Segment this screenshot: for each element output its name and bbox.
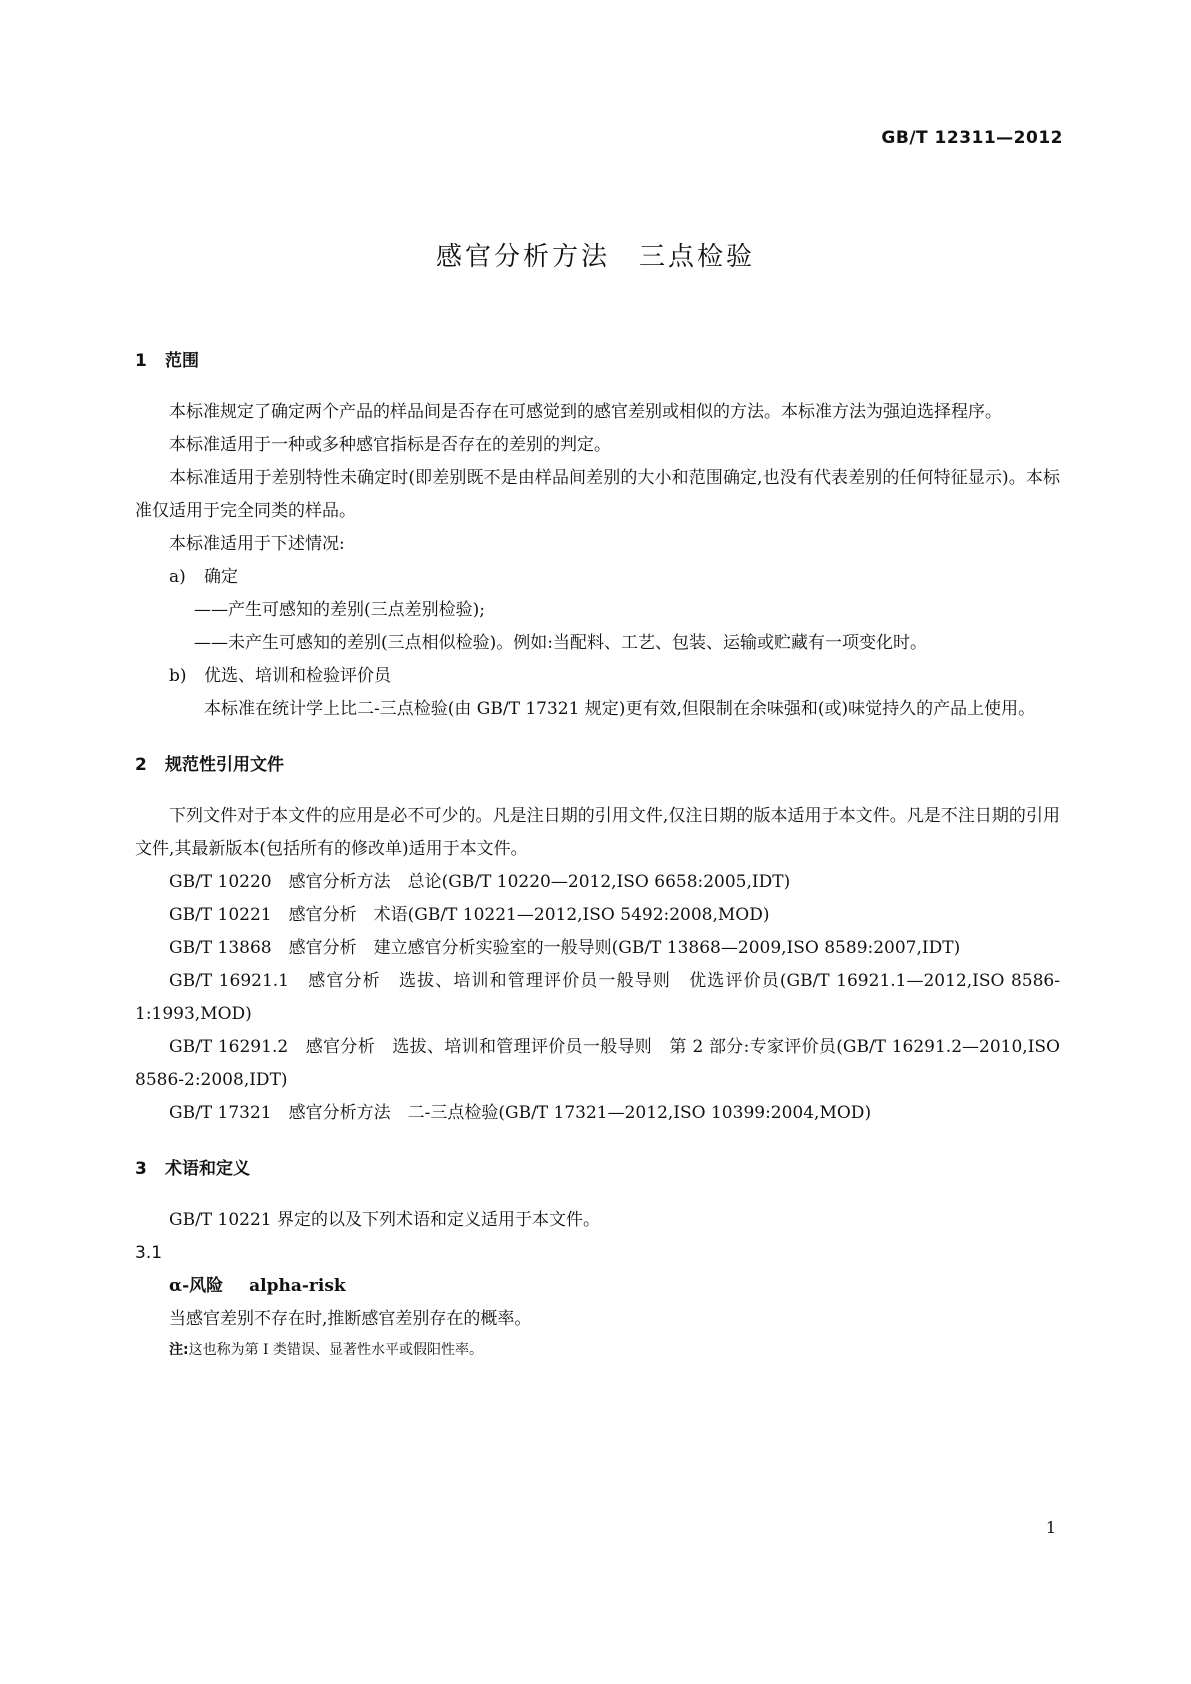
clause-number: 3.1 <box>135 1243 163 1263</box>
list-item-b <box>135 660 1060 693</box>
note-text: 这也称为第 Ⅰ 类错误、显著性水平或假阳性率。 <box>188 1342 484 1358</box>
paragraph: 本标准规定了确定两个产品的样品间是否存在可感觉到的感官差别或相似的方法。本标准方法为强迫选择程序。 <box>169 402 1002 422</box>
section-3-heading <box>135 1154 1060 1184</box>
section-number: 1 <box>135 351 147 371</box>
list-marker: a) <box>169 567 186 587</box>
dash-item: ——未产生可感知的差别(三点相似检验)。例如:当配料、工艺、包装、运输或贮藏有一项变化时。 <box>194 633 927 653</box>
dash-item: ——产生可感知的差别(三点差别检验); <box>194 600 485 620</box>
section-number: 3 <box>135 1159 147 1179</box>
document-title: 感官分析方法 三点检验 <box>435 242 755 272</box>
note-label: 注: <box>169 1342 189 1358</box>
paragraph: 本标准适用于下述情况: <box>169 534 345 554</box>
paragraph: 本标准适用于差别特性未确定时(即差别既不是由样品间差别的大小和范围确定,也没有代表差别的任何特征显示)。本标准仅适用于完全同类的样品。 <box>135 468 1060 521</box>
list-item-a <box>135 561 1060 594</box>
reference-entry: GB/T 16291.2 感官分析 选拔、培训和管理评价员一般导则 第 2 部分:专家评价员(GB/T 16291.2—2010,ISO 8586-2:2008,IDT) <box>135 1037 1060 1090</box>
note <box>135 1336 1060 1364</box>
section-title: 术语和定义 <box>165 1159 250 1179</box>
section-title: 范围 <box>165 351 199 371</box>
reference-entry: GB/T 16921.1 感官分析 选拔、培训和管理评价员一般导则 优选评价员(GB/T 16921.1—2012,ISO 8586-1:1993,MOD) <box>135 971 1060 1024</box>
paragraph: 本标准适用于一种或多种感官指标是否存在的差别的判定。 <box>169 435 611 455</box>
section-number: 2 <box>135 755 147 775</box>
reference-entry: GB/T 10220 感官分析方法 总论(GB/T 10220—2012,ISO 6658:2005,IDT) <box>169 872 791 892</box>
list-marker: b) <box>169 666 187 686</box>
reference-entry: GB/T 10221 感官分析 术语(GB/T 10221—2012,ISO 5492:2008,MOD) <box>169 905 770 925</box>
paragraph: GB/T 10221 界定的以及下列术语和定义适用于本文件。 <box>169 1210 601 1230</box>
reference-entry: GB/T 17321 感官分析方法 二-三点检验(GB/T 17321—2012,ISO 10399:2004,MOD) <box>169 1103 872 1123</box>
term-chinese: α-风险 <box>169 1276 224 1296</box>
paragraph: 下列文件对于本文件的应用是必不可少的。凡是注日期的引用文件,仅注日期的版本适用于本文件。凡是不注日期的引用文件,其最新版本(包括所有的修改单)适用于本文件。 <box>135 806 1060 859</box>
reference-entry: GB/T 13868 感官分析 建立感官分析实验室的一般导则(GB/T 13868—2009,ISO 8589:2007,IDT) <box>169 938 961 958</box>
list-item-detail: 本标准在统计学上比二-三点检验(由 GB/T 17321 规定)更有效,但限制在余味强和(或)味觉持久的产品上使用。 <box>204 699 1036 719</box>
list-item-text: 优选、培训和检验评价员 <box>204 666 391 686</box>
list-item-text: 确定 <box>204 567 238 587</box>
term-definition: 当感官差别不存在时,推断感官差别存在的概率。 <box>169 1309 532 1329</box>
section-title: 规范性引用文件 <box>165 755 284 775</box>
term-entry <box>135 1270 1060 1303</box>
document-body <box>135 346 1060 1364</box>
page-number: 1 <box>1045 1518 1056 1537</box>
standard-code: GB/T 12311—2012 <box>881 128 1063 148</box>
term-english: alpha-risk <box>249 1276 346 1296</box>
section-2-heading <box>135 750 1060 780</box>
section-1-heading <box>135 346 1060 376</box>
